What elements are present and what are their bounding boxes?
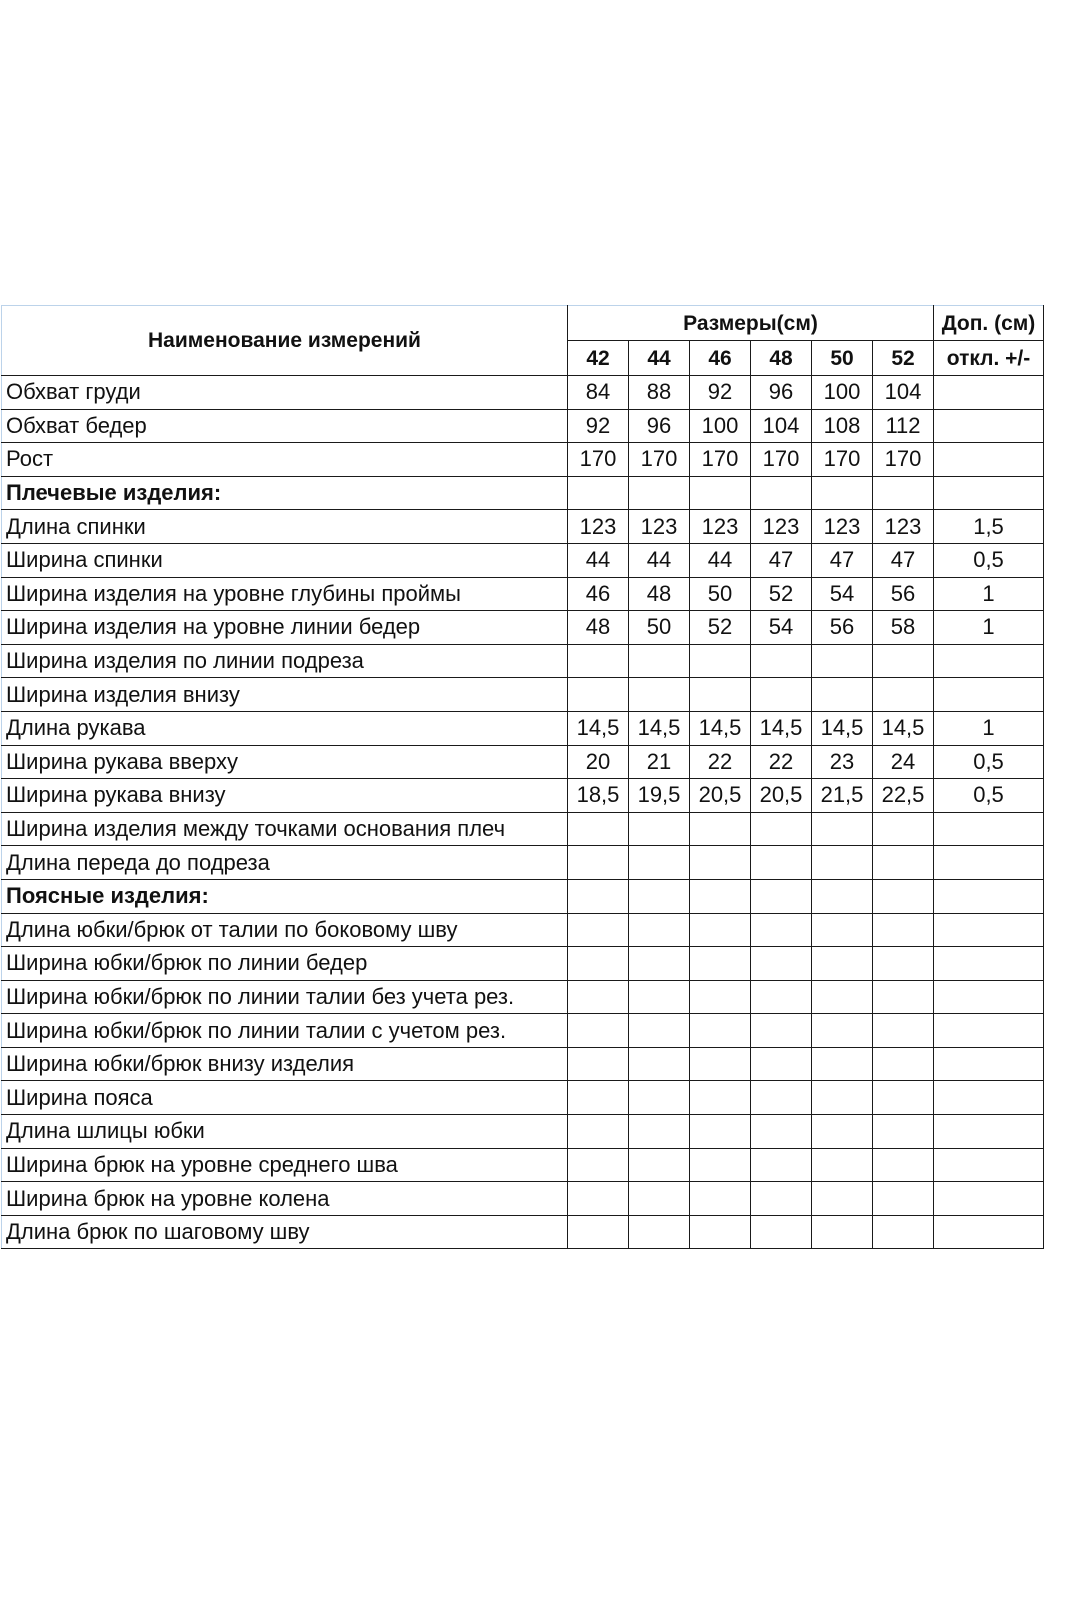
value-cell <box>812 1115 873 1149</box>
tolerance-cell <box>934 1047 1044 1081</box>
value-cell <box>812 812 873 846</box>
value-cell: 54 <box>751 611 812 645</box>
table-row <box>2 846 1044 880</box>
size-header-48: 48 <box>751 341 812 376</box>
measurement-name-header: Наименование измерений <box>2 306 568 376</box>
tolerance-header: Доп. (см) <box>934 306 1044 341</box>
size-header-44: 44 <box>629 341 690 376</box>
value-cell: 44 <box>690 543 751 577</box>
value-cell <box>751 947 812 981</box>
tolerance-cell <box>934 443 1044 477</box>
value-cell: 123 <box>812 510 873 544</box>
table-row <box>2 812 1044 846</box>
measurement-name: Обхват бедер <box>2 409 568 443</box>
value-cell: 170 <box>629 443 690 477</box>
value-cell <box>690 846 751 880</box>
value-cell <box>690 947 751 981</box>
value-cell: 170 <box>568 443 629 477</box>
value-cell <box>812 913 873 947</box>
table-row <box>2 779 1044 813</box>
value-cell <box>568 1215 629 1249</box>
value-cell: 23 <box>812 745 873 779</box>
value-cell: 123 <box>568 510 629 544</box>
value-cell: 170 <box>812 443 873 477</box>
value-cell <box>873 1047 934 1081</box>
value-cell <box>568 947 629 981</box>
value-cell <box>629 1182 690 1216</box>
value-cell <box>690 1014 751 1048</box>
table-row <box>2 711 1044 745</box>
size-header-52: 52 <box>873 341 934 376</box>
value-cell: 14,5 <box>629 711 690 745</box>
value-cell <box>812 1014 873 1048</box>
measurement-name: Ширина юбки/брюк по линии бедер <box>2 947 568 981</box>
table-row <box>2 1182 1044 1216</box>
value-cell: 14,5 <box>812 711 873 745</box>
value-cell: 123 <box>629 510 690 544</box>
size-header-50: 50 <box>812 341 873 376</box>
value-cell: 54 <box>812 577 873 611</box>
table-row <box>2 611 1044 645</box>
value-cell <box>751 644 812 678</box>
value-cell: 47 <box>812 543 873 577</box>
value-cell <box>568 1014 629 1048</box>
measurement-name: Ширина изделия на уровне глубины проймы <box>2 577 568 611</box>
table-row <box>2 678 1044 712</box>
table-row <box>2 1215 1044 1249</box>
value-cell <box>812 1047 873 1081</box>
sizes-header: Размеры(см) <box>568 306 934 341</box>
measurement-name: Ширина юбки/брюк внизу изделия <box>2 1047 568 1081</box>
tolerance-cell <box>934 409 1044 443</box>
value-cell: 20,5 <box>751 779 812 813</box>
table-row <box>2 913 1044 947</box>
value-cell <box>873 980 934 1014</box>
value-cell <box>568 1081 629 1115</box>
value-cell <box>873 644 934 678</box>
value-cell: 24 <box>873 745 934 779</box>
tolerance-cell <box>934 1115 1044 1149</box>
value-cell: 22 <box>690 745 751 779</box>
value-cell: 22,5 <box>873 779 934 813</box>
tolerance-cell <box>934 913 1044 947</box>
measurement-name: Ширина изделия по линии подреза <box>2 644 568 678</box>
value-cell: 52 <box>690 611 751 645</box>
value-cell <box>690 980 751 1014</box>
value-cell <box>873 678 934 712</box>
tolerance-cell <box>934 846 1044 880</box>
value-cell <box>812 1215 873 1249</box>
section-row <box>2 879 1044 913</box>
value-cell <box>751 879 812 913</box>
value-cell <box>568 879 629 913</box>
value-cell <box>568 1047 629 1081</box>
value-cell <box>751 1115 812 1149</box>
table-row <box>2 510 1044 544</box>
measurement-name: Длина спинки <box>2 510 568 544</box>
table-row <box>2 376 1044 410</box>
size-header-46: 46 <box>690 341 751 376</box>
value-cell <box>629 1014 690 1048</box>
value-cell <box>629 678 690 712</box>
value-cell: 14,5 <box>568 711 629 745</box>
value-cell: 48 <box>568 611 629 645</box>
tolerance-cell: 1 <box>934 611 1044 645</box>
value-cell <box>873 947 934 981</box>
value-cell: 96 <box>751 376 812 410</box>
measurement-name: Длина юбки/брюк от талии по боковому шву <box>2 913 568 947</box>
value-cell <box>873 1148 934 1182</box>
value-cell <box>812 947 873 981</box>
value-cell: 96 <box>629 409 690 443</box>
table-row <box>2 577 1044 611</box>
value-cell <box>751 980 812 1014</box>
value-cell: 58 <box>873 611 934 645</box>
value-cell: 20 <box>568 745 629 779</box>
value-cell: 48 <box>629 577 690 611</box>
value-cell <box>690 812 751 846</box>
table-row <box>2 980 1044 1014</box>
tolerance-cell: 1 <box>934 577 1044 611</box>
value-cell: 22 <box>751 745 812 779</box>
value-cell: 19,5 <box>629 779 690 813</box>
value-cell <box>690 1182 751 1216</box>
value-cell <box>690 1148 751 1182</box>
value-cell <box>629 1215 690 1249</box>
measurement-name: Ширина изделия на уровне линии бедер <box>2 611 568 645</box>
value-cell <box>873 846 934 880</box>
tolerance-cell: 1 <box>934 711 1044 745</box>
measurement-name: Ширина изделия внизу <box>2 678 568 712</box>
value-cell: 20,5 <box>690 779 751 813</box>
value-cell <box>690 1115 751 1149</box>
value-cell: 123 <box>873 510 934 544</box>
value-cell <box>690 879 751 913</box>
value-cell: 88 <box>629 376 690 410</box>
section-title: Поясные изделия: <box>2 879 568 913</box>
tolerance-cell <box>934 879 1044 913</box>
value-cell: 112 <box>873 409 934 443</box>
value-cell: 100 <box>812 376 873 410</box>
value-cell <box>873 812 934 846</box>
value-cell <box>873 1115 934 1149</box>
value-cell <box>751 846 812 880</box>
value-cell: 14,5 <box>873 711 934 745</box>
value-cell: 14,5 <box>751 711 812 745</box>
table-row <box>2 1148 1044 1182</box>
value-cell <box>812 476 873 510</box>
table-body <box>2 376 1044 1249</box>
tolerance-cell <box>934 678 1044 712</box>
measurement-name: Ширина юбки/брюк по линии талии с учетом рез. <box>2 1014 568 1048</box>
value-cell <box>568 1148 629 1182</box>
value-cell <box>629 1115 690 1149</box>
value-cell <box>873 1182 934 1216</box>
measurement-name: Обхват груди <box>2 376 568 410</box>
table-row <box>2 947 1044 981</box>
value-cell <box>751 1014 812 1048</box>
value-cell <box>812 879 873 913</box>
value-cell: 92 <box>690 376 751 410</box>
value-cell: 84 <box>568 376 629 410</box>
section-title: Плечевые изделия: <box>2 476 568 510</box>
value-cell <box>629 1081 690 1115</box>
value-cell <box>873 913 934 947</box>
value-cell <box>812 1081 873 1115</box>
tolerance-cell <box>934 1081 1044 1115</box>
value-cell: 46 <box>568 577 629 611</box>
value-cell <box>812 644 873 678</box>
value-cell: 47 <box>751 543 812 577</box>
tolerance-subheader: откл. +/- <box>934 341 1044 376</box>
value-cell: 47 <box>873 543 934 577</box>
table-row <box>2 409 1044 443</box>
measurement-name: Ширина брюк на уровне колена <box>2 1182 568 1216</box>
measurement-name: Длина брюк по шаговому шву <box>2 1215 568 1249</box>
value-cell <box>873 1014 934 1048</box>
measurement-name: Рост <box>2 443 568 477</box>
value-cell <box>751 476 812 510</box>
value-cell <box>812 678 873 712</box>
measurement-name: Ширина пояса <box>2 1081 568 1115</box>
measurement-name: Длина рукава <box>2 711 568 745</box>
value-cell: 52 <box>751 577 812 611</box>
table-row <box>2 543 1044 577</box>
value-cell <box>873 1215 934 1249</box>
tolerance-cell <box>934 644 1044 678</box>
value-cell: 123 <box>690 510 751 544</box>
value-cell: 44 <box>629 543 690 577</box>
value-cell <box>568 678 629 712</box>
value-cell <box>812 1148 873 1182</box>
header-row-top <box>2 306 1044 341</box>
value-cell <box>690 1047 751 1081</box>
value-cell <box>629 980 690 1014</box>
value-cell <box>629 846 690 880</box>
value-cell <box>751 1182 812 1216</box>
value-cell: 56 <box>812 611 873 645</box>
measurement-name: Ширина спинки <box>2 543 568 577</box>
tolerance-cell <box>934 947 1044 981</box>
value-cell: 170 <box>690 443 751 477</box>
tolerance-cell <box>934 980 1044 1014</box>
value-cell <box>568 1182 629 1216</box>
value-cell: 50 <box>690 577 751 611</box>
tolerance-cell: 0,5 <box>934 745 1044 779</box>
value-cell <box>568 980 629 1014</box>
value-cell <box>568 1115 629 1149</box>
value-cell: 21 <box>629 745 690 779</box>
tolerance-cell <box>934 1014 1044 1048</box>
value-cell <box>568 812 629 846</box>
value-cell <box>629 644 690 678</box>
table-row <box>2 745 1044 779</box>
value-cell: 170 <box>873 443 934 477</box>
value-cell <box>629 1047 690 1081</box>
value-cell <box>751 678 812 712</box>
value-cell <box>568 846 629 880</box>
value-cell <box>873 476 934 510</box>
value-cell <box>690 678 751 712</box>
value-cell <box>812 846 873 880</box>
table-row <box>2 1014 1044 1048</box>
value-cell <box>629 1148 690 1182</box>
tolerance-cell <box>934 1215 1044 1249</box>
value-cell <box>751 1215 812 1249</box>
value-cell <box>568 476 629 510</box>
measurement-name: Ширина рукава внизу <box>2 779 568 813</box>
tolerance-cell: 0,5 <box>934 779 1044 813</box>
tolerance-cell <box>934 1182 1044 1216</box>
table-row <box>2 644 1044 678</box>
tolerance-cell <box>934 812 1044 846</box>
value-cell: 14,5 <box>690 711 751 745</box>
value-cell: 18,5 <box>568 779 629 813</box>
size-chart-table <box>1 305 1044 1249</box>
value-cell: 100 <box>690 409 751 443</box>
table-row <box>2 1081 1044 1115</box>
measurement-name: Длина шлицы юбки <box>2 1115 568 1149</box>
value-cell <box>690 1215 751 1249</box>
value-cell: 50 <box>629 611 690 645</box>
value-cell <box>873 1081 934 1115</box>
value-cell <box>873 879 934 913</box>
value-cell <box>690 476 751 510</box>
value-cell <box>812 980 873 1014</box>
table-row <box>2 1047 1044 1081</box>
section-row <box>2 476 1044 510</box>
value-cell <box>629 913 690 947</box>
value-cell <box>629 879 690 913</box>
value-cell <box>690 1081 751 1115</box>
table-row <box>2 1115 1044 1149</box>
value-cell <box>629 812 690 846</box>
table-row <box>2 443 1044 477</box>
value-cell <box>812 1182 873 1216</box>
value-cell: 92 <box>568 409 629 443</box>
value-cell <box>751 1148 812 1182</box>
value-cell <box>568 644 629 678</box>
value-cell: 170 <box>751 443 812 477</box>
value-cell <box>690 644 751 678</box>
value-cell <box>751 1047 812 1081</box>
value-cell: 108 <box>812 409 873 443</box>
value-cell <box>751 812 812 846</box>
value-cell <box>568 913 629 947</box>
measurement-name: Длина переда до подреза <box>2 846 568 880</box>
measurement-name: Ширина изделия между точками основания плеч <box>2 812 568 846</box>
tolerance-cell <box>934 1148 1044 1182</box>
measurement-name: Ширина рукава вверху <box>2 745 568 779</box>
value-cell <box>751 913 812 947</box>
tolerance-cell <box>934 376 1044 410</box>
tolerance-cell: 1,5 <box>934 510 1044 544</box>
tolerance-cell <box>934 476 1044 510</box>
value-cell <box>629 476 690 510</box>
value-cell: 44 <box>568 543 629 577</box>
value-cell: 104 <box>751 409 812 443</box>
size-header-42: 42 <box>568 341 629 376</box>
measurement-name: Ширина юбки/брюк по линии талии без учета рез. <box>2 980 568 1014</box>
measurement-name: Ширина брюк на уровне среднего шва <box>2 1148 568 1182</box>
value-cell <box>751 1081 812 1115</box>
tolerance-cell: 0,5 <box>934 543 1044 577</box>
value-cell: 123 <box>751 510 812 544</box>
value-cell: 104 <box>873 376 934 410</box>
value-cell: 21,5 <box>812 779 873 813</box>
value-cell <box>629 947 690 981</box>
value-cell: 56 <box>873 577 934 611</box>
value-cell <box>690 913 751 947</box>
